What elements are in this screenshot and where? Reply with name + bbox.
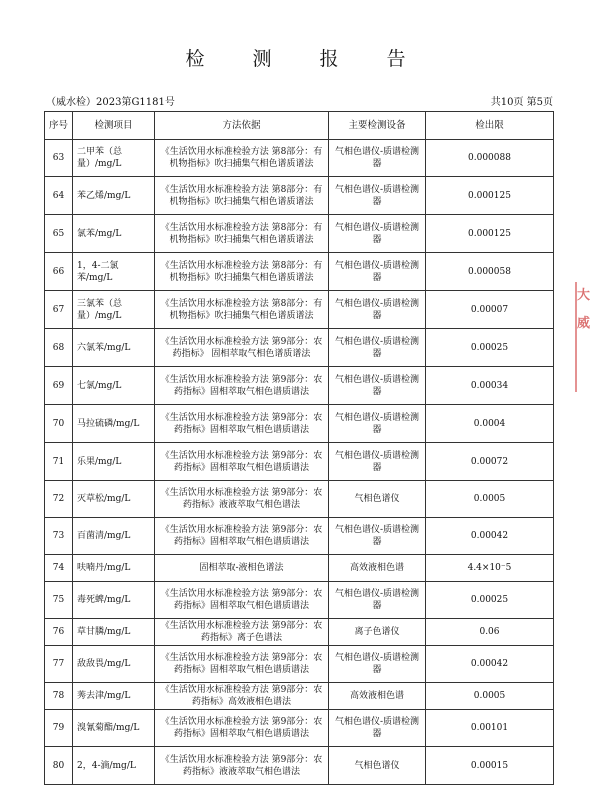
row-method: 《生活饮用水标准检验方法 第9部分：农药指标》固相萃取气相色谱质谱法 [155, 646, 329, 683]
table-row [45, 582, 554, 619]
row-equipment: 气相色谱仪-质谱检测器 [329, 710, 426, 747]
row-limit: 0.00072 [426, 443, 554, 481]
page-info: 共10页 第5页 [490, 97, 553, 108]
table-row [45, 405, 554, 443]
row-equipment: 气相色谱仪-质谱检测器 [329, 291, 426, 329]
row-method: 《生活饮用水标准检验方法 第9部分：农药指标》固相萃取气相色谱质谱法 [155, 405, 329, 443]
row-equipment: 离子色谱仪 [329, 619, 426, 646]
row-item: 2，4-滴/mg/L [73, 747, 155, 785]
row-equipment: 高效液相色谱 [329, 683, 426, 710]
row-no: 63 [45, 140, 73, 177]
table-header-row [45, 112, 554, 140]
row-equipment: 气相色谱仪 [329, 481, 426, 518]
row-limit: 0.00025 [426, 582, 554, 619]
table-row [45, 481, 554, 518]
row-equipment: 气相色谱仪-质谱检测器 [329, 140, 426, 177]
row-limit: 0.00101 [426, 710, 554, 747]
row-limit: 0.00025 [426, 329, 554, 367]
table-row [45, 329, 554, 367]
row-no: 73 [45, 518, 73, 555]
row-method: 《生活饮用水标准检验方法 第8部分：有机物指标》吹扫捕集气相色谱质谱法 [155, 253, 329, 291]
header-limit: 检出限 [426, 112, 554, 140]
table-row [45, 747, 554, 785]
row-equipment: 气相色谱仪-质谱检测器 [329, 215, 426, 253]
row-no: 80 [45, 747, 73, 785]
row-equipment: 气相色谱仪-质谱检测器 [329, 646, 426, 683]
row-limit: 0.00042 [426, 518, 554, 555]
row-method: 《生活饮用水标准检验方法 第8部分：有机物指标》吹扫捕集气相色谱质谱法 [155, 140, 329, 177]
table-row [45, 646, 554, 683]
row-equipment: 气相色谱仪-质谱检测器 [329, 329, 426, 367]
row-item: 二甲苯（总量）/mg/L [73, 140, 155, 177]
row-item: 敌敌畏/mg/L [73, 646, 155, 683]
row-no: 78 [45, 683, 73, 710]
row-limit: 0.00034 [426, 367, 554, 405]
row-method: 《生活饮用水标准检验方法 第9部分：农药指标》 固相萃取气相色谱质谱法 [155, 329, 329, 367]
row-limit: 0.000088 [426, 140, 554, 177]
row-equipment: 气相色谱仪-质谱检测器 [329, 518, 426, 555]
row-method: 《生活饮用水标准检验方法 第8部分：有机物指标》吹扫捕集气相色谱质谱法 [155, 177, 329, 215]
row-limit: 0.000125 [426, 215, 554, 253]
row-equipment: 气相色谱仪 [329, 747, 426, 785]
row-item: 氯苯/mg/L [73, 215, 155, 253]
row-limit: 0.00015 [426, 747, 554, 785]
row-method: 《生活饮用水标准检验方法 第9部分：农药指标》固相萃取气相色谱质谱法 [155, 518, 329, 555]
row-equipment: 高效液相色谱 [329, 555, 426, 582]
row-equipment: 气相色谱仪-质谱检测器 [329, 405, 426, 443]
table-row [45, 215, 554, 253]
row-method: 《生活饮用水标准检验方法 第9部分：农药指标》离子色谱法 [155, 619, 329, 646]
row-no: 77 [45, 646, 73, 683]
row-no: 75 [45, 582, 73, 619]
results-table [44, 111, 554, 785]
row-no: 70 [45, 405, 73, 443]
row-item: 六氯苯/mg/L [73, 329, 155, 367]
table-row [45, 443, 554, 481]
row-item: 呋喃丹/mg/L [73, 555, 155, 582]
row-limit: 0.000125 [426, 177, 554, 215]
row-no: 64 [45, 177, 73, 215]
header-no: 序号 [45, 112, 73, 140]
row-limit: 0.06 [426, 619, 554, 646]
header-method: 方法依据 [155, 112, 329, 140]
row-item: 苯乙烯/mg/L [73, 177, 155, 215]
row-item: 毒死蜱/mg/L [73, 582, 155, 619]
row-equipment: 气相色谱仪-质谱检测器 [329, 367, 426, 405]
row-limit: 0.00042 [426, 646, 554, 683]
row-item: 乐果/mg/L [73, 443, 155, 481]
report-number: （威水检）2023第G1181号 [46, 97, 175, 108]
table-row [45, 140, 554, 177]
row-method: 《生活饮用水标准检验方法 第9部分：农药指标》固相萃取气相色谱质谱法 [155, 443, 329, 481]
table-row [45, 291, 554, 329]
row-method: 《生活饮用水标准检验方法 第9部分：农药指标》液液萃取气相色谱法 [155, 481, 329, 518]
table-row [45, 683, 554, 710]
table-row [45, 619, 554, 646]
row-item: 三氯苯（总量）/mg/L [73, 291, 155, 329]
row-method: 《生活饮用水标准检验方法 第8部分：有机物指标》吹扫捕集气相色谱质谱法 [155, 215, 329, 253]
row-item: 莠去津/mg/L [73, 683, 155, 710]
table-row [45, 253, 554, 291]
row-no: 76 [45, 619, 73, 646]
row-item: 1，4-二氯苯/mg/L [73, 253, 155, 291]
row-no: 72 [45, 481, 73, 518]
row-equipment: 气相色谱仪-质谱检测器 [329, 582, 426, 619]
row-no: 66 [45, 253, 73, 291]
row-method: 《生活饮用水标准检验方法 第8部分：有机物指标》吹扫捕集气相色谱质谱法 [155, 291, 329, 329]
table-row [45, 555, 554, 582]
row-item: 马拉硫磷/mg/L [73, 405, 155, 443]
header-equipment: 主要检测设备 [329, 112, 426, 140]
page-title: 检测报告 [185, 48, 454, 70]
row-method: 《生活饮用水标准检验方法 第9部分：农药指标》液液萃取气相色谱法 [155, 747, 329, 785]
row-method: 《生活饮用水标准检验方法 第9部分：农药指标》高效液相色谱法 [155, 683, 329, 710]
row-no: 67 [45, 291, 73, 329]
row-no: 71 [45, 443, 73, 481]
red-seal-fragment [575, 282, 591, 392]
table-row [45, 367, 554, 405]
row-item: 百菌清/mg/L [73, 518, 155, 555]
row-limit: 4.4×10⁻5 [426, 555, 554, 582]
row-method: 《生活饮用水标准检验方法 第9部分：农药指标》固相萃取气相色谱质谱法 [155, 367, 329, 405]
row-limit: 0.00007 [426, 291, 554, 329]
seal-char: 威 [577, 316, 591, 331]
row-item: 草甘膦/mg/L [73, 619, 155, 646]
row-item: 溴氰菊酯/mg/L [73, 710, 155, 747]
row-no: 74 [45, 555, 73, 582]
row-equipment: 气相色谱仪-质谱检测器 [329, 177, 426, 215]
row-limit: 0.0005 [426, 683, 554, 710]
row-limit: 0.0004 [426, 405, 554, 443]
row-limit: 0.000058 [426, 253, 554, 291]
table-row [45, 518, 554, 555]
row-no: 65 [45, 215, 73, 253]
table-row [45, 177, 554, 215]
header-item: 检测项目 [73, 112, 155, 140]
row-item: 灭草松/mg/L [73, 481, 155, 518]
row-equipment: 气相色谱仪-质谱检测器 [329, 443, 426, 481]
table-row [45, 710, 554, 747]
row-equipment: 气相色谱仪-质谱检测器 [329, 253, 426, 291]
row-no: 69 [45, 367, 73, 405]
row-limit: 0.0005 [426, 481, 554, 518]
row-method: 固相萃取-液相色谱法 [155, 555, 329, 582]
seal-char: 大 [577, 288, 591, 303]
row-method: 《生活饮用水标准检验方法 第9部分：农药指标》固相萃取气相色谱质谱法 [155, 582, 329, 619]
row-no: 68 [45, 329, 73, 367]
row-method: 《生活饮用水标准检验方法 第9部分：农药指标》固相萃取气相色谱质谱法 [155, 710, 329, 747]
row-item: 七氯/mg/L [73, 367, 155, 405]
row-no: 79 [45, 710, 73, 747]
